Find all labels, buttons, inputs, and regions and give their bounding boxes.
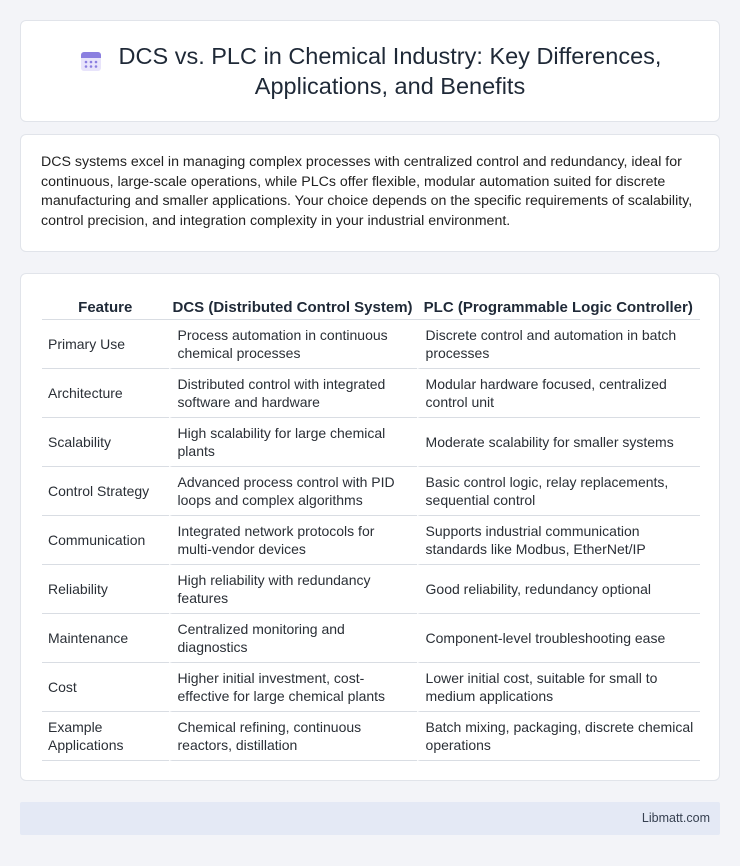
plc-cell: Moderate scalability for smaller systems [417,418,700,467]
title-card [20,20,720,122]
footer-site-link[interactable]: Libmatt.com [641,811,710,825]
dcs-cell: Chemical refining, continuous reactors, distillation [169,712,417,761]
comparison-card [20,273,720,781]
feature-cell: Architecture [42,369,169,418]
comparison-table [42,296,700,761]
plc-cell: Good reliability, redundancy optional [417,565,700,614]
plc-cell: Component-level troubleshooting ease [417,614,700,663]
feature-cell: Scalability [42,418,169,467]
plc-cell: Modular hardware focused, centralized control unit [417,369,700,418]
plc-cell: Supports industrial communication standards like Modbus, EtherNet/IP [417,516,700,565]
table-row [42,320,700,369]
dcs-cell: High reliability with redundancy features [169,565,417,614]
footer-bar [20,802,720,835]
dcs-cell: Advanced process control with PID loops and complex algorithms [169,467,417,516]
column-header-feature: Feature [42,296,169,320]
dcs-cell: Higher initial investment, cost-effective for large chemical plants [169,663,417,712]
table-row [42,467,700,516]
plc-cell: Basic control logic, relay replacements, sequential control [417,467,700,516]
dcs-cell: Process automation in continuous chemical processes [169,320,417,369]
feature-cell: Control Strategy [42,467,169,516]
table-row [42,565,700,614]
feature-cell: Primary Use [42,320,169,369]
dcs-cell: Centralized monitoring and diagnostics [169,614,417,663]
table-row [42,712,700,761]
dcs-cell: Integrated network protocols for multi-vendor devices [169,516,417,565]
column-header-dcs: DCS (Distributed Control System) [169,296,417,320]
plc-cell: Discrete control and automation in batch processes [417,320,700,369]
table-row [42,614,700,663]
table-row [42,663,700,712]
plc-cell: Batch mixing, packaging, discrete chemical operations [417,712,700,761]
dcs-cell: High scalability for large chemical plants [169,418,417,467]
feature-cell: Cost [42,663,169,712]
summary-text: DCS systems excel in managing complex processes with centralized control and redundancy, ideal for continuous, large-scale operations, while PLCs offer flexible, modular automation suited for discrete manufacturing and smaller applications. Your choice depends on the specific requirements of scalability, control precision, and integration complexity in your industrial environment. [41,154,693,229]
dcs-cell: Distributed control with integrated software and hardware [169,369,417,418]
column-header-plc: PLC (Programmable Logic Controller) [417,296,700,320]
feature-cell: Maintenance [42,614,169,663]
summary-card [20,134,720,252]
feature-cell: Reliability [42,565,169,614]
table-header-row [42,296,700,320]
table-row [42,418,700,467]
plc-cell: Lower initial cost, suitable for small to medium applications [417,663,700,712]
table-row [42,516,700,565]
page-title: DCS vs. PLC in Chemical Industry: Key Differences, Applications, and Benefits [118,43,662,99]
feature-cell: Example Applications [42,712,169,761]
feature-cell: Communication [42,516,169,565]
table-row [42,369,700,418]
